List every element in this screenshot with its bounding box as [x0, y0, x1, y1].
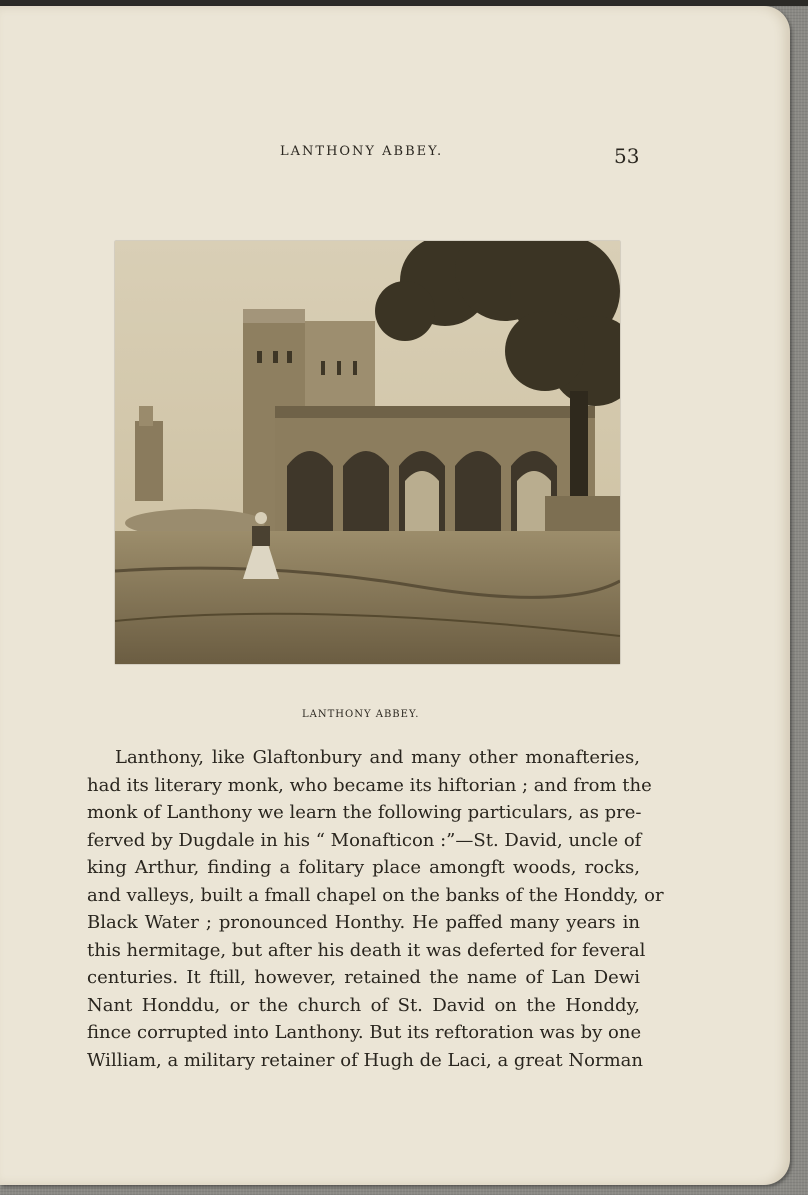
page-number: 53 — [614, 144, 640, 168]
text-line: fince corrupted into Lanthony. But its reftoration was by one — [87, 1022, 642, 1043]
text-line: monk of Lanthony we learn the following particulars, as pre- — [87, 802, 642, 823]
text-line: Lanthony, like Glaftonbury and many other monafteries, — [115, 747, 640, 768]
text-line: William, a military retainer of Hugh de Laci, a great Norman — [87, 1049, 643, 1071]
text-line: had its literary monk, who became its hiftorian ; and from the — [87, 774, 652, 796]
text-line: king Arthur, finding a folitary place amongft woods, rocks, — [87, 857, 640, 878]
abbey-ruins-illustration — [115, 241, 620, 664]
abbey-photograph — [115, 241, 620, 664]
text-line: ferved by Dugdale in his “ Monafticon :”—St. David, uncle of — [87, 829, 642, 851]
body-paragraph — [87, 744, 664, 1074]
text-line: this hermitage, but after his death it was deferted for feveral — [87, 939, 646, 961]
running-head: LANTHONY ABBEY. — [280, 144, 444, 159]
text-line: and valleys, built a fmall chapel on the banks of the Honddy, or — [87, 884, 664, 906]
text-line: Nant Honddu, or the church of St. David on the Honddy, — [87, 994, 640, 1016]
text-line: centuries. It ftill, however, retained the name of Lan Dewi — [87, 967, 640, 988]
plate-caption: LANTHONY ABBEY. — [302, 709, 420, 720]
text-line: Black Water ; pronounced Honthy. He paffed many years in — [87, 912, 640, 933]
book-page — [0, 6, 790, 1185]
